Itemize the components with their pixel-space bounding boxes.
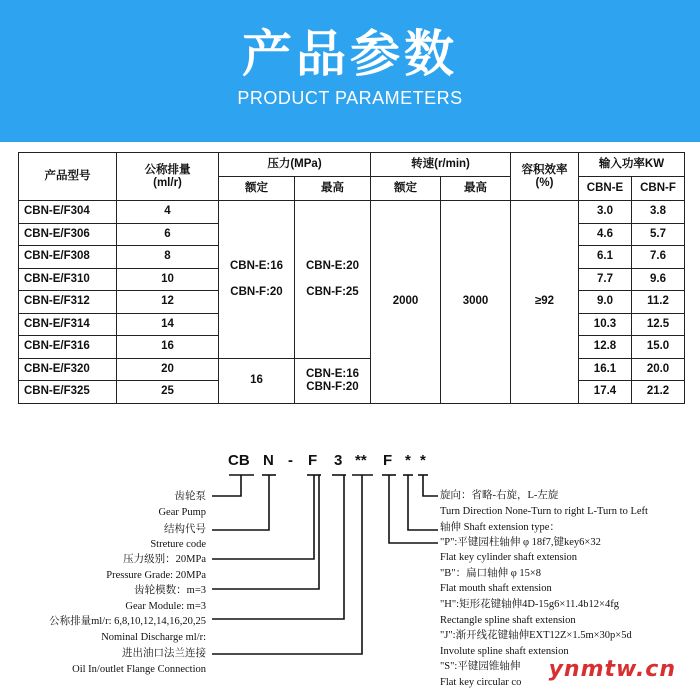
label-shaft-h-cn: "H":矩形花键轴伸4D-15g6×11.4b12×4fg: [440, 599, 619, 610]
cell-displacement: 25: [117, 381, 219, 404]
label-pressure-cn: 压力级别：20MPa: [123, 554, 206, 565]
header-displacement: 公称排量 (ml/r): [117, 153, 219, 201]
label-gear-pump-en: Gear Pump: [158, 507, 206, 518]
cell-power-f: 15.0: [632, 336, 685, 359]
cell-model: CBN-E/F320: [19, 358, 117, 381]
cell-displacement: 6: [117, 223, 219, 246]
cell-power-e: 7.7: [579, 268, 632, 291]
header-banner: [0, 0, 700, 142]
label-module-cn: 齿轮模数：m=3: [134, 585, 206, 596]
page-subtitle: PRODUCT PARAMETERS: [237, 88, 463, 108]
label-module-en: Gear Module: m=3: [125, 601, 206, 612]
cell-model: CBN-E/F306: [19, 223, 117, 246]
cell-displacement: 10: [117, 268, 219, 291]
cell-power-e: 12.8: [579, 336, 632, 359]
code-3: 3: [334, 452, 343, 469]
cell-power-f: 21.2: [632, 381, 685, 404]
header-power-e: CBN-E: [579, 177, 632, 201]
label-rotation-cn: 旋向：省略-右旋，L-左旋: [440, 490, 559, 501]
code-cb: CB: [228, 452, 250, 469]
label-pressure-en: Pressure Grade: 20MPa: [106, 570, 206, 581]
label-flange-cn: 进出油口法兰连接: [122, 648, 206, 659]
cell-efficiency: ≥92: [511, 201, 579, 404]
code-dash: -: [288, 452, 293, 469]
header-pressure-rated: 额定: [219, 177, 295, 201]
header-power-f: CBN-F: [632, 177, 685, 201]
header-pressure: 压力(MPa): [219, 153, 371, 177]
cell-power-f: 11.2: [632, 291, 685, 314]
cell-displacement: 16: [117, 336, 219, 359]
table-row: [19, 358, 685, 381]
code-stars: **: [355, 452, 367, 469]
cell-speed-rated: 2000: [371, 201, 441, 404]
header-speed: 转速(r/min): [371, 153, 511, 177]
cell-power-f: 20.0: [632, 358, 685, 381]
code-f2: F: [383, 452, 393, 469]
cell-speed-max: 3000: [441, 201, 511, 404]
cell-model: CBN-E/F308: [19, 246, 117, 269]
label-shaft-s-cn: "S":平键园锥轴伸: [440, 661, 521, 672]
code-star2: *: [420, 452, 426, 469]
header-efficiency: 容积效率 (%): [511, 153, 579, 201]
label-shaft-j-en: Involute spline shaft extension: [440, 646, 569, 657]
header-speed-rated: 额定: [371, 177, 441, 201]
watermark: ynmtw.cn: [548, 657, 676, 682]
cell-displacement: 12: [117, 291, 219, 314]
cell-power-e: 6.1: [579, 246, 632, 269]
parameters-table: [18, 152, 685, 404]
cell-model: CBN-E/F314: [19, 313, 117, 336]
table-row: [19, 201, 685, 224]
cell-model: CBN-E/F310: [19, 268, 117, 291]
label-shaft-b-en: Flat mouth shaft extension: [440, 583, 552, 594]
label-rotation-en: Turn Direction None-Turn to right L-Turn to Left: [440, 506, 648, 517]
cell-power-f: 7.6: [632, 246, 685, 269]
cell-power-e: 4.6: [579, 223, 632, 246]
cell-pressure-max-group2: CBN-E:16 CBN-F:20: [295, 358, 371, 403]
cell-power-f: 5.7: [632, 223, 685, 246]
label-shaft-b-cn: "B"：扁口轴伸 φ 15×8: [440, 568, 542, 579]
label-discharge-en: Nominal Discharge ml/r:: [101, 632, 206, 643]
cell-power-f: 9.6: [632, 268, 685, 291]
label-shaft-p-cn: "P":平键园柱轴伸 φ 18f7,键key6×32: [440, 537, 601, 548]
label-structure-en: Streture code: [150, 539, 206, 550]
code-n: N: [263, 452, 274, 469]
cell-power-f: 12.5: [632, 313, 685, 336]
cell-pressure-rated-group2: 16: [219, 358, 295, 403]
cell-power-e: 17.4: [579, 381, 632, 404]
header-power: 输入功率KW: [579, 153, 685, 177]
cell-power-e: 16.1: [579, 358, 632, 381]
page-title: 产品参数: [242, 25, 458, 83]
label-shaft-j-cn: "J":渐开线花键轴伸EXT12Z×1.5m×30p×5d: [440, 630, 632, 641]
cell-power-e: 3.0: [579, 201, 632, 224]
header-pressure-max: 最高: [295, 177, 371, 201]
cell-model: CBN-E/F316: [19, 336, 117, 359]
label-shaft-s-en: Flat key circular co: [440, 677, 522, 688]
label-flange-en: Oil In/outlet Flange Connection: [72, 664, 206, 675]
label-gear-pump-cn: 齿轮泵: [174, 491, 206, 502]
header-speed-max: 最高: [441, 177, 511, 201]
cell-displacement: 20: [117, 358, 219, 381]
cell-model: CBN-E/F312: [19, 291, 117, 314]
header-model: 产品型号: [19, 153, 117, 201]
label-shaft-h-en: Rectangle spline shaft extension: [440, 615, 576, 626]
cell-displacement: 8: [117, 246, 219, 269]
label-shaft-p-en: Flat key cylinder shaft extension: [440, 552, 578, 563]
code-star1: *: [405, 452, 411, 469]
cell-displacement: 14: [117, 313, 219, 336]
label-discharge-cn: 公称排量ml/r: 6,8,10,12,14,16,20,25: [49, 616, 206, 627]
cell-power-e: 9.0: [579, 291, 632, 314]
cell-model: CBN-E/F304: [19, 201, 117, 224]
cell-model: CBN-E/F325: [19, 381, 117, 404]
label-structure-cn: 结构代号: [164, 524, 206, 535]
cell-power-e: 10.3: [579, 313, 632, 336]
label-shaft-type: 轴伸 Shaft extension type：: [440, 522, 560, 533]
cell-pressure-max-group1: CBN-E:20 CBN-F:25: [295, 201, 371, 359]
code-f: F: [308, 452, 318, 469]
cell-pressure-rated-group1: CBN-E:16 CBN-F:20: [219, 201, 295, 359]
cell-displacement: 4: [117, 201, 219, 224]
cell-power-f: 3.8: [632, 201, 685, 224]
